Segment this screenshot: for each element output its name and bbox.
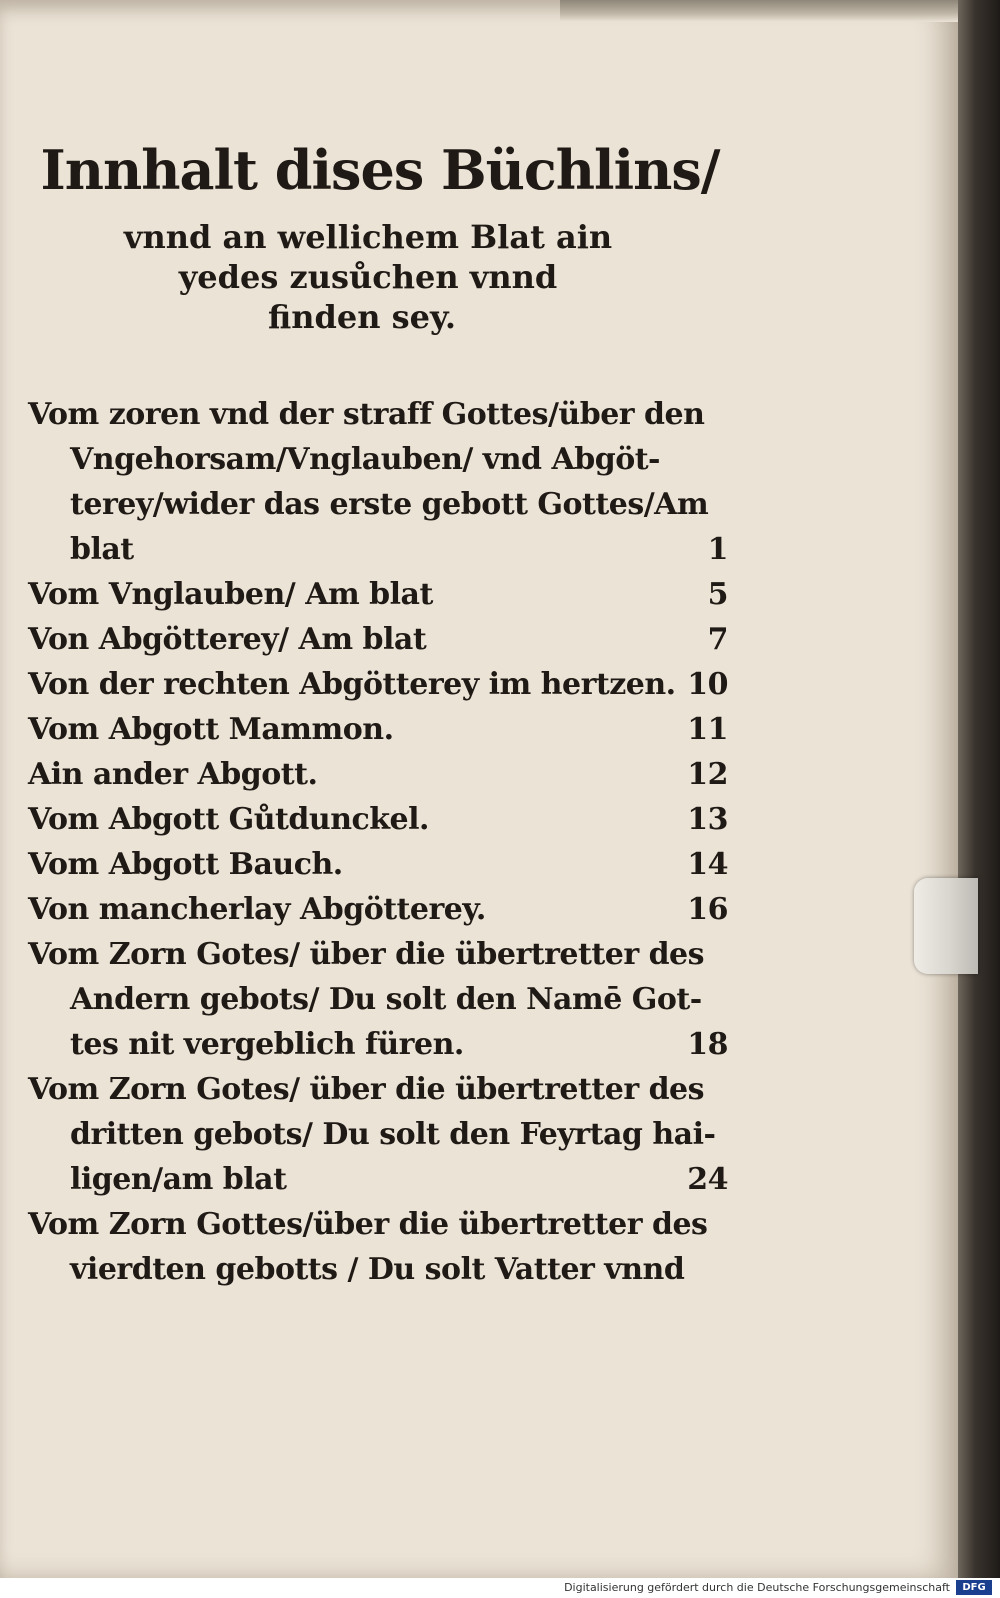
toc-entry-text: Von Abgötterey/ Am blat bbox=[28, 622, 427, 657]
toc-entry-text: blat bbox=[70, 532, 134, 567]
toc-entry-text: Von mancherlay Abgötterey. bbox=[28, 892, 486, 927]
toc-entry bbox=[28, 797, 728, 842]
toc-page-number: 12 bbox=[687, 757, 728, 792]
title-line-2: vnnd an wellichem Blat ain bbox=[123, 218, 613, 256]
table-of-contents bbox=[28, 392, 728, 1292]
toc-page-number: 11 bbox=[687, 712, 728, 747]
footer-credit: Digitalisierung gefördert durch die Deutsche Forschungsgemeinschaft bbox=[564, 1581, 950, 1594]
toc-entry bbox=[28, 1022, 728, 1067]
toc-entry-text: Vngehorsam/Vnglauben/ vnd Abgöt- bbox=[70, 442, 661, 477]
toc-entry bbox=[28, 842, 728, 887]
toc-entry-text: Vom Abgott Bauch. bbox=[28, 847, 343, 882]
toc-page-number: 18 bbox=[687, 1027, 728, 1062]
title-line-3: yedes zusůchen vnnd bbox=[178, 258, 558, 296]
toc-entry bbox=[28, 977, 728, 1022]
toc-entry bbox=[28, 572, 728, 617]
toc-entry-text: terey/wider das erste gebott Gottes/Am bbox=[70, 487, 709, 522]
toc-entry bbox=[28, 482, 728, 527]
toc-page-number: 1 bbox=[707, 532, 728, 567]
toc-entry-text: vierdten gebotts / Du solt Vatter vnnd bbox=[70, 1252, 685, 1287]
toc-entry bbox=[28, 662, 728, 707]
toc-page-number: 24 bbox=[687, 1162, 728, 1197]
toc-entry-text: ligen/am blat bbox=[70, 1162, 287, 1197]
page-clip bbox=[914, 878, 978, 974]
toc-entry-text: Von der rechten Abgötterey im hertzen. bbox=[28, 667, 676, 702]
toc-entry-text: Ain ander Abgott. bbox=[28, 757, 318, 792]
page-top-edge bbox=[560, 0, 958, 22]
toc-entry bbox=[28, 932, 728, 977]
footer-bar bbox=[0, 1578, 1000, 1598]
toc-page-number: 5 bbox=[707, 577, 728, 612]
toc-entry-text: tes nit vergeblich füren. bbox=[70, 1027, 464, 1062]
book-spine-edge bbox=[958, 0, 1000, 1578]
toc-entry-text: Vom Zorn Gotes/ über die übertretter des bbox=[28, 937, 705, 972]
toc-entry bbox=[28, 1202, 728, 1247]
toc-entry-text: Vom Abgott Mammon. bbox=[28, 712, 394, 747]
toc-page-number: 7 bbox=[707, 622, 728, 657]
toc-entry bbox=[28, 1112, 728, 1157]
toc-entry-text: Vom zoren vnd der straff Gottes/über den bbox=[28, 397, 705, 432]
toc-entry-text: Vom Zorn Gottes/über die übertretter des bbox=[28, 1207, 708, 1242]
toc-entry bbox=[28, 1157, 728, 1202]
toc-entry bbox=[28, 617, 728, 662]
toc-entry bbox=[28, 392, 728, 437]
toc-entry bbox=[28, 527, 728, 572]
dfg-logo: DFG bbox=[956, 1580, 992, 1595]
toc-entry-text: Vom Abgott Gůtdunckel. bbox=[28, 802, 429, 837]
toc-entry bbox=[28, 707, 728, 752]
toc-entry bbox=[28, 887, 728, 932]
toc-page-number: 10 bbox=[687, 667, 728, 702]
toc-entry-text: Vom Zorn Gotes/ über die übertretter des bbox=[28, 1072, 705, 1107]
toc-entry-text: dritten gebots/ Du solt den Feyrtag hai- bbox=[70, 1117, 716, 1152]
title-line-1: Innhalt dises Büchlins/ bbox=[40, 138, 720, 202]
title-line-4: finden sey. bbox=[267, 298, 457, 336]
toc-entry-text: Vom Vnglauben/ Am blat bbox=[28, 577, 433, 612]
toc-page-number: 14 bbox=[687, 847, 728, 882]
toc-page-number: 13 bbox=[687, 802, 728, 837]
toc-entry bbox=[28, 1067, 728, 1112]
toc-entry bbox=[28, 752, 728, 797]
toc-entry bbox=[28, 1247, 728, 1292]
toc-page-number: 16 bbox=[687, 892, 728, 927]
toc-entry bbox=[28, 437, 728, 482]
toc-entry-text: Andern gebots/ Du solt den Namē Got- bbox=[70, 982, 702, 1017]
